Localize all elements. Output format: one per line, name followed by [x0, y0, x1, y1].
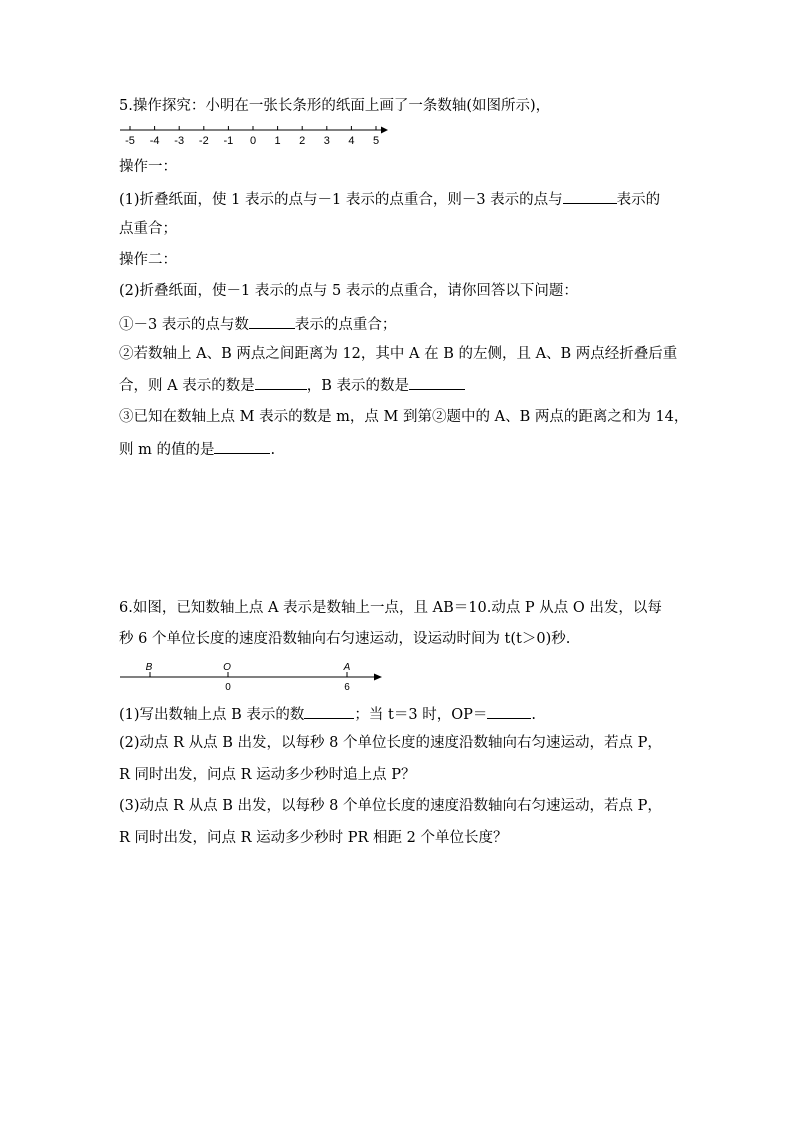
q5-part2: (2)折叠纸面，使－1 表示的点与 5 表示的点重合，请你回答以下问题：	[119, 283, 578, 299]
q5-sub1	[119, 313, 396, 335]
q6-sub3-line2: R 同时出发，问点 R 运动多少秒时 PR 相距 2 个单位长度？	[119, 830, 508, 846]
q6-sub1-text-c: .	[531, 707, 536, 723]
tick-label: 5	[372, 135, 380, 147]
q5-sub2-text-b: ，B 表示的数是	[306, 378, 409, 394]
q5-part1-text-b: 表示的	[616, 192, 661, 208]
q5-part1-line2: 点重合；	[119, 221, 177, 237]
answer-blank-7[interactable]	[487, 703, 531, 719]
tick-label: -5	[125, 135, 135, 147]
q6-intro-line1: 6.如图，已知数轴上点 A 表示是数轴上一点，且 AB＝10.动点 P 从点 O 出发，以每	[119, 600, 662, 616]
q5-sub2-text-a: 合，则 A 表示的数是	[119, 378, 255, 394]
answer-blank-4[interactable]	[409, 374, 465, 390]
q6-intro-line2: 秒 6 个单位长度的速度沿数轴向右匀速运动，设运动时间为 t(t＞0)秒.	[119, 631, 571, 647]
q6-sub1	[119, 703, 536, 725]
point-a-label: A	[343, 662, 351, 673]
point-b-label: B	[145, 662, 153, 673]
q6-number-line	[118, 660, 390, 694]
point-a-value: 6	[344, 682, 350, 693]
q5-sub3-line1: ③已知在数轴上点 M 表示的数是 m，点 M 到第②题中的 A、B 两点的距离之和为 14，	[119, 409, 689, 425]
q5-sub3-line2	[119, 438, 275, 460]
answer-blank-3[interactable]	[255, 374, 307, 390]
q6-sub2-line2: R 同时出发，问点 R 运动多少秒时追上点 P？	[119, 767, 416, 783]
point-o-value: 0	[225, 682, 231, 693]
answer-blank-1[interactable]	[563, 188, 617, 204]
answer-blank-6[interactable]	[304, 703, 354, 719]
answer-blank-5[interactable]	[214, 438, 270, 454]
q5-sub1-text-b: 表示的点重合；	[294, 317, 397, 333]
tick-label: 2	[299, 135, 306, 147]
q5-part1-line1	[119, 188, 660, 210]
q6-sub1-text-a: (1)写出数轴上点 B 表示的数	[119, 707, 305, 723]
tick-label: -3	[174, 135, 185, 147]
tick-label: 0	[249, 135, 257, 147]
q5-sub2-line2	[119, 374, 465, 396]
q6-sub2-line1: (2)动点 R 从点 B 出发，以每秒 8 个单位长度的速度沿数轴向右匀速运动，若点 P，	[119, 735, 662, 751]
q6-sub1-text-b: ；当 t＝3 时，OP＝	[354, 707, 488, 723]
q5-number-line	[118, 124, 398, 150]
q5-part1-text-a: (1)折叠纸面，使 1 表示的点与－1 表示的点重合，则－3 表示的点与	[119, 192, 563, 208]
q5-op1-title: 操作一：	[119, 159, 177, 175]
tick-label: -4	[149, 135, 160, 147]
q5-sub3-text-b: .	[270, 442, 276, 458]
tick-label: -2	[198, 135, 209, 147]
q5-intro: 5.操作探究：小明在一张长条形的纸面上画了一条数轴(如图所示)，	[119, 98, 551, 114]
tick-label: 3	[323, 135, 330, 147]
q5-sub3-text-a: 则 m 的值的是	[119, 442, 215, 458]
tick-label: -1	[223, 135, 234, 147]
tick-label: 4	[348, 135, 355, 147]
q5-sub1-text-a: ①－3 表示的点与数	[119, 317, 249, 333]
q6-sub3-line1: (3)动点 R 从点 B 出发，以每秒 8 个单位长度的速度沿数轴向右匀速运动，若点 P，	[119, 798, 662, 814]
q5-op2-title: 操作二：	[119, 252, 177, 268]
q5-sub2-line1: ②若数轴上 A、B 两点之间距离为 12，其中 A 在 B 的左侧，且 A、B 两点经折叠后重	[119, 346, 678, 362]
tick-label: 1	[274, 135, 281, 147]
point-o-label: O	[223, 662, 231, 673]
answer-blank-2[interactable]	[249, 313, 295, 329]
